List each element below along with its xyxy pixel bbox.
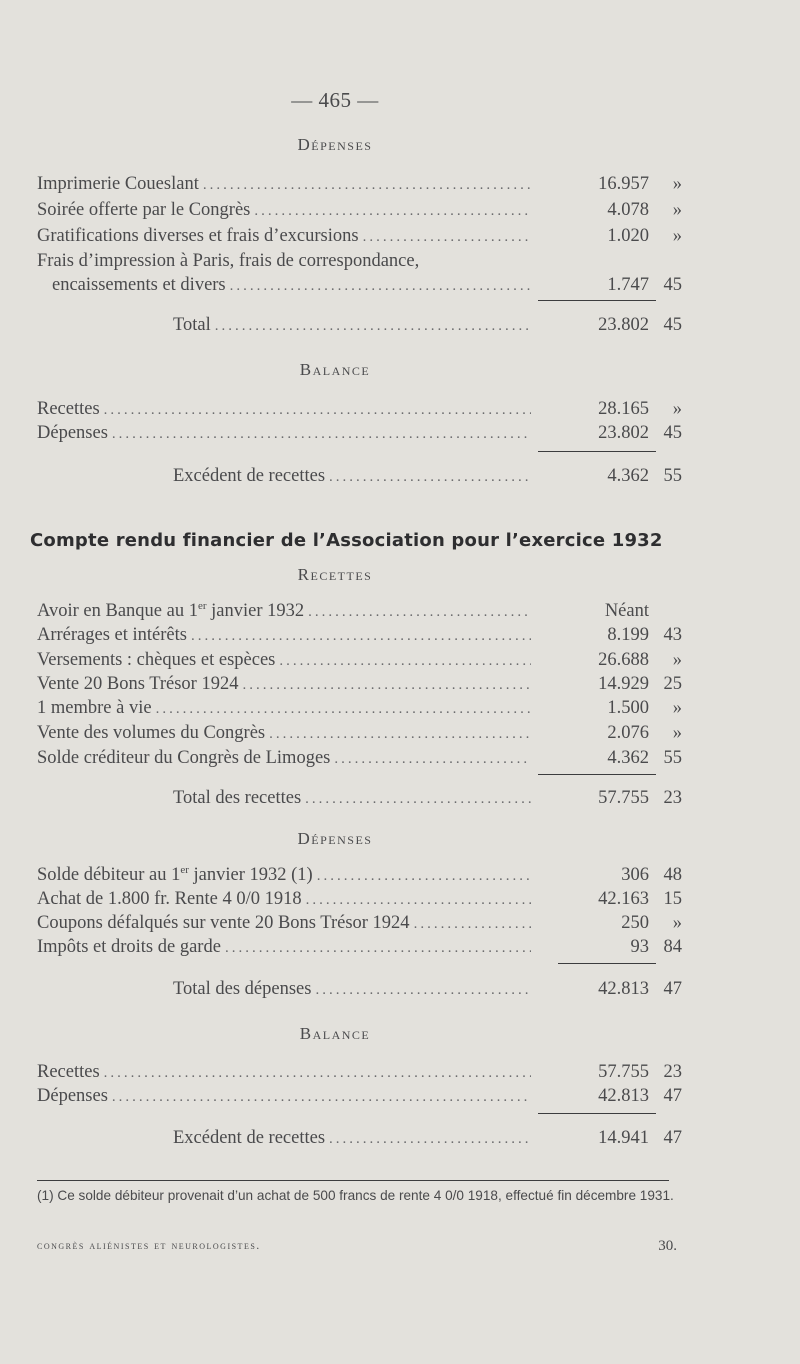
total-row	[173, 979, 682, 1003]
row-label: Total des dépenses	[173, 979, 312, 999]
result-row	[173, 466, 682, 490]
row-label: Imprimerie Coueslant	[37, 174, 199, 194]
section-title-balance: Balance	[299, 1024, 371, 1043]
sum-rule	[558, 963, 656, 964]
row-amount	[537, 625, 682, 646]
leader-dots	[112, 1089, 531, 1106]
amount-value: 250	[621, 913, 649, 933]
amount-cents: 55	[663, 748, 682, 768]
amount-value: 26.688	[598, 650, 649, 670]
leader-dots	[363, 229, 531, 246]
ledger-row	[37, 698, 682, 722]
amount-cents: 47	[663, 1128, 682, 1148]
row-label: Impôts et droits de garde	[37, 937, 221, 957]
row-amount	[537, 889, 682, 910]
leader-dots	[156, 701, 531, 718]
sum-rule	[538, 774, 656, 775]
row-amount	[537, 466, 682, 487]
row-label: Excédent de recettes	[173, 466, 326, 486]
row-label: Solde débiteur au 1er janvier 1932 (1)	[37, 864, 313, 886]
result-row	[173, 1128, 682, 1152]
amount-cents: 45	[663, 315, 682, 335]
amount-value: 16.957	[598, 174, 649, 194]
row-amount	[537, 979, 682, 1000]
amount-value: 2.076	[607, 723, 649, 743]
ledger-row	[37, 937, 682, 961]
amount-value: 23.802	[598, 423, 649, 443]
row-label: Soirée offerte par le Congrès	[37, 200, 251, 220]
amount-value: 23.802	[598, 315, 649, 335]
row-amount	[537, 1086, 682, 1107]
ledger-row	[37, 399, 682, 423]
footnote: (1) Ce solde débiteur provenait d’un achat de 500 francs de rente 4 0/0 1918, effectué fin décembre 1931.	[37, 1188, 674, 1203]
row-label: encaissements et divers	[52, 275, 226, 295]
ledger-row	[37, 1086, 682, 1110]
section-title-depenses: Dépenses	[297, 829, 373, 848]
amount-value: 1.500	[607, 698, 649, 718]
row-amount	[537, 723, 682, 744]
section-title-balance: Balance	[299, 360, 371, 379]
row-label: Recettes	[37, 1062, 100, 1082]
amount-value: 4.362	[607, 748, 649, 768]
amount-cents: 15	[663, 889, 682, 909]
sheet-number: 30.	[658, 1238, 677, 1254]
amount-value: 28.165	[598, 399, 649, 419]
amount-value: 4.078	[607, 200, 649, 220]
ledger-row	[37, 748, 682, 772]
amount-value: 42.813	[598, 979, 649, 999]
row-amount	[537, 174, 682, 195]
row-amount	[537, 937, 682, 958]
row-amount	[537, 275, 682, 296]
amount-cents: »	[672, 698, 682, 718]
amount-value: 4.362	[607, 466, 649, 486]
row-amount	[537, 601, 682, 622]
leader-dots	[329, 1131, 531, 1148]
row-amount	[537, 1128, 682, 1149]
amount-cents: »	[672, 174, 682, 194]
leader-dots	[306, 892, 531, 909]
row-label: Recettes	[37, 399, 100, 419]
amount-cents: »	[672, 723, 682, 743]
row-amount	[537, 913, 682, 934]
amount-value: 1.747	[607, 275, 649, 295]
ledger-row	[37, 864, 682, 888]
row-label: Dépenses	[37, 423, 108, 443]
amount-cents: »	[672, 913, 682, 933]
row-amount	[537, 748, 682, 769]
ledger-row	[37, 913, 682, 937]
leader-dots	[225, 940, 531, 957]
amount-cents	[649, 601, 682, 622]
amount-cents: 23	[663, 1062, 682, 1082]
row-amount	[537, 399, 682, 420]
ledger-row	[37, 423, 682, 447]
row-label: Total	[173, 315, 211, 335]
row-amount	[537, 315, 682, 336]
footnote-rule	[37, 1180, 669, 1181]
row-amount	[537, 423, 682, 444]
row-amount	[537, 674, 682, 695]
ledger-row	[37, 200, 682, 224]
row-amount	[537, 200, 682, 221]
amount-value: 57.755	[598, 1062, 649, 1082]
amount-value: 14.929	[598, 674, 649, 694]
total-row	[173, 315, 682, 339]
amount-cents: 84	[663, 937, 682, 957]
ledger-row	[37, 889, 682, 913]
leader-dots	[269, 726, 531, 743]
row-amount	[537, 865, 682, 886]
amount-cents: 47	[663, 979, 682, 999]
row-label: Solde créditeur du Congrès de Limoges	[37, 748, 331, 768]
leader-dots	[203, 177, 531, 194]
amount-cents: 48	[663, 865, 682, 886]
row-label: Vente 20 Bons Trésor 1924	[37, 674, 239, 694]
section-title-recettes: Recettes	[297, 565, 373, 584]
amount-value: Néant	[604, 601, 649, 622]
leader-dots	[279, 653, 531, 670]
amount-cents: »	[672, 399, 682, 419]
ledger-row	[37, 600, 682, 624]
ledger-row	[52, 275, 682, 299]
leader-dots	[315, 982, 531, 999]
page-number: — 465 —	[291, 88, 379, 112]
section-title-depenses: Dépenses	[297, 135, 373, 154]
row-label: Avoir en Banque au 1er janvier 1932	[37, 600, 305, 622]
page-footer	[37, 1238, 677, 1255]
amount-cents: 23	[663, 788, 682, 808]
ledger-row	[37, 1062, 682, 1086]
amount-cents: 55	[663, 466, 682, 486]
row-label: Excédent de recettes	[173, 1128, 326, 1148]
total-row	[173, 788, 682, 812]
amount-cents: 43	[663, 625, 682, 645]
report-heading: Compte rendu financier de l’Association pour l’exercice 1932	[30, 530, 663, 551]
amount-cents: 25	[663, 674, 682, 694]
amount-cents: 47	[663, 1086, 682, 1106]
footer-signature: congrès aliénistes et neurologistes.	[37, 1238, 261, 1252]
amount-cents: »	[672, 226, 682, 246]
leader-dots	[230, 278, 531, 295]
ledger-row	[37, 650, 682, 674]
leader-dots	[104, 1065, 531, 1082]
ledger-row	[37, 174, 682, 198]
leader-dots	[334, 751, 531, 768]
leader-dots	[329, 469, 531, 486]
sum-rule	[538, 300, 656, 301]
row-amount	[537, 226, 682, 247]
row-label: Vente des volumes du Congrès	[37, 723, 266, 743]
row-label: Total des recettes	[173, 788, 302, 808]
leader-dots	[317, 868, 531, 885]
leader-dots	[254, 203, 531, 220]
ledger-row	[37, 674, 682, 698]
amount-value: 8.199	[607, 625, 649, 645]
row-amount	[537, 698, 682, 719]
leader-dots	[112, 426, 531, 443]
ledger-row	[37, 226, 682, 250]
amount-cents: »	[672, 200, 682, 220]
leader-dots	[191, 628, 531, 645]
row-label: Coupons défalqués sur vente 20 Bons Trésor 1924	[37, 913, 410, 933]
row-amount	[537, 788, 682, 809]
leader-dots	[215, 318, 531, 335]
amount-value: 42.163	[598, 889, 649, 909]
leader-dots	[414, 916, 531, 933]
amount-value: 42.813	[598, 1086, 649, 1106]
amount-cents: 45	[663, 423, 682, 443]
amount-value: 1.020	[607, 226, 649, 246]
amount-cents: »	[672, 650, 682, 670]
amount-value: 57.755	[598, 788, 649, 808]
sum-rule	[538, 451, 656, 452]
row-label: Dépenses	[37, 1086, 108, 1106]
leader-dots	[104, 402, 531, 419]
amount-value: 14.941	[598, 1128, 649, 1148]
row-label: Achat de 1.800 fr. Rente 4 0/0 1918	[37, 889, 302, 909]
leader-dots	[308, 604, 531, 621]
row-amount	[537, 1062, 682, 1083]
amount-cents: 45	[663, 275, 682, 295]
leader-dots	[305, 791, 531, 808]
amount-value: 306	[621, 865, 649, 886]
row-amount	[537, 650, 682, 671]
sum-rule	[538, 1113, 656, 1114]
amount-value: 93	[630, 937, 649, 957]
row-label: Gratifications diverses et frais d’excursions	[37, 226, 359, 246]
row-label: 1 membre à vie	[37, 698, 152, 718]
row-label: Arrérages et intérêts	[37, 625, 187, 645]
row-label-line1: Frais d’impression à Paris, frais de correspondance,	[37, 251, 420, 271]
leader-dots	[242, 677, 531, 694]
ledger-row	[37, 723, 682, 747]
row-label: Versements : chèques et espèces	[37, 650, 276, 670]
ledger-row	[37, 625, 682, 649]
